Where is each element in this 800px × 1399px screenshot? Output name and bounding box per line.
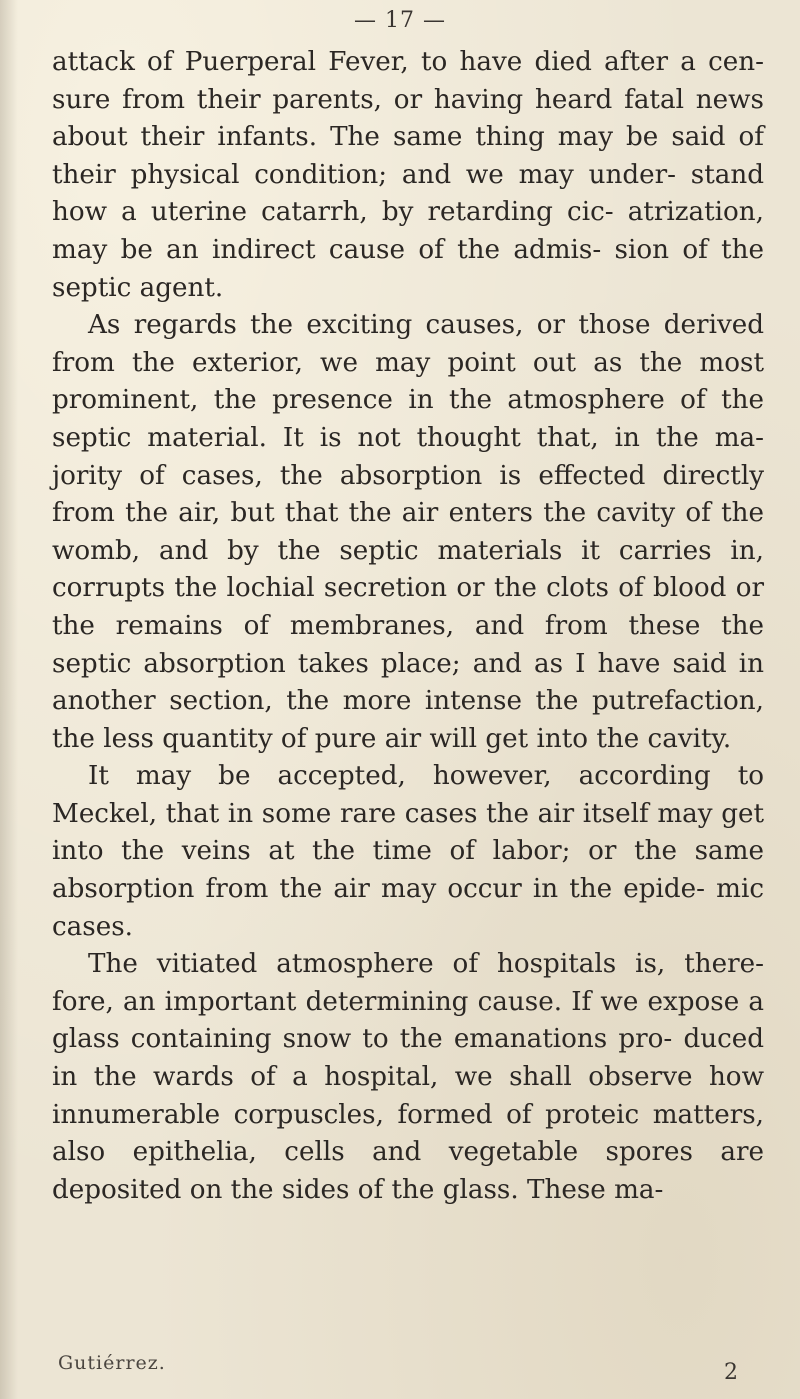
- printer-signature: Gutiérrez.: [58, 1352, 166, 1374]
- paragraph-3: It may be accepted, however, according to Meckel, that in some rare cases the air itself may get into the veins at the time of labor; or the same absorption from the air may occur in the epide- mic cases.: [52, 761, 764, 942]
- paragraph-1: attack of Puerperal Fever, to have died after a cen- sure from their parents, or having heard fatal news about their infants. The same thing may be said of their physical condition; and we may under- stand how a uterine catarrh, by retarding cic- atrization, may be an indirect cause of the admis- sion of the septic agent.: [52, 47, 764, 303]
- sheet-mark: 2: [724, 1360, 738, 1385]
- body-text: [52, 44, 764, 1209]
- page-edge-shadow: [0, 0, 18, 1399]
- page-number: — 17 —: [354, 8, 446, 33]
- paragraph-2: As regards the exciting causes, or those derived from the exterior, we may point out as the most prominent, the presence in the atmosphere of the septic material. It is not thought that, in the ma- jority of cases, the absorption is effected directly from the air, but that the air enters the cavity of the womb, and by the septic materials it carries in, corrupts the lochial secretion or the clots of blood or the remains of membranes, and from these the septic absorption takes place; and as I have said in another section, the more intense the putrefaction, the less quantity of pure air will get into the cavity.: [52, 310, 764, 754]
- paragraph-4: The vitiated atmosphere of hospitals is, there- fore, an important determining cause. If we expose a glass containing snow to the emanations pro- duced in the wards of a hospital, we shall observe how innumerable corpuscles, formed of proteic matters, also epithelia, cells and vegetable spores are deposited on the sides of the glass. These ma-: [52, 949, 764, 1205]
